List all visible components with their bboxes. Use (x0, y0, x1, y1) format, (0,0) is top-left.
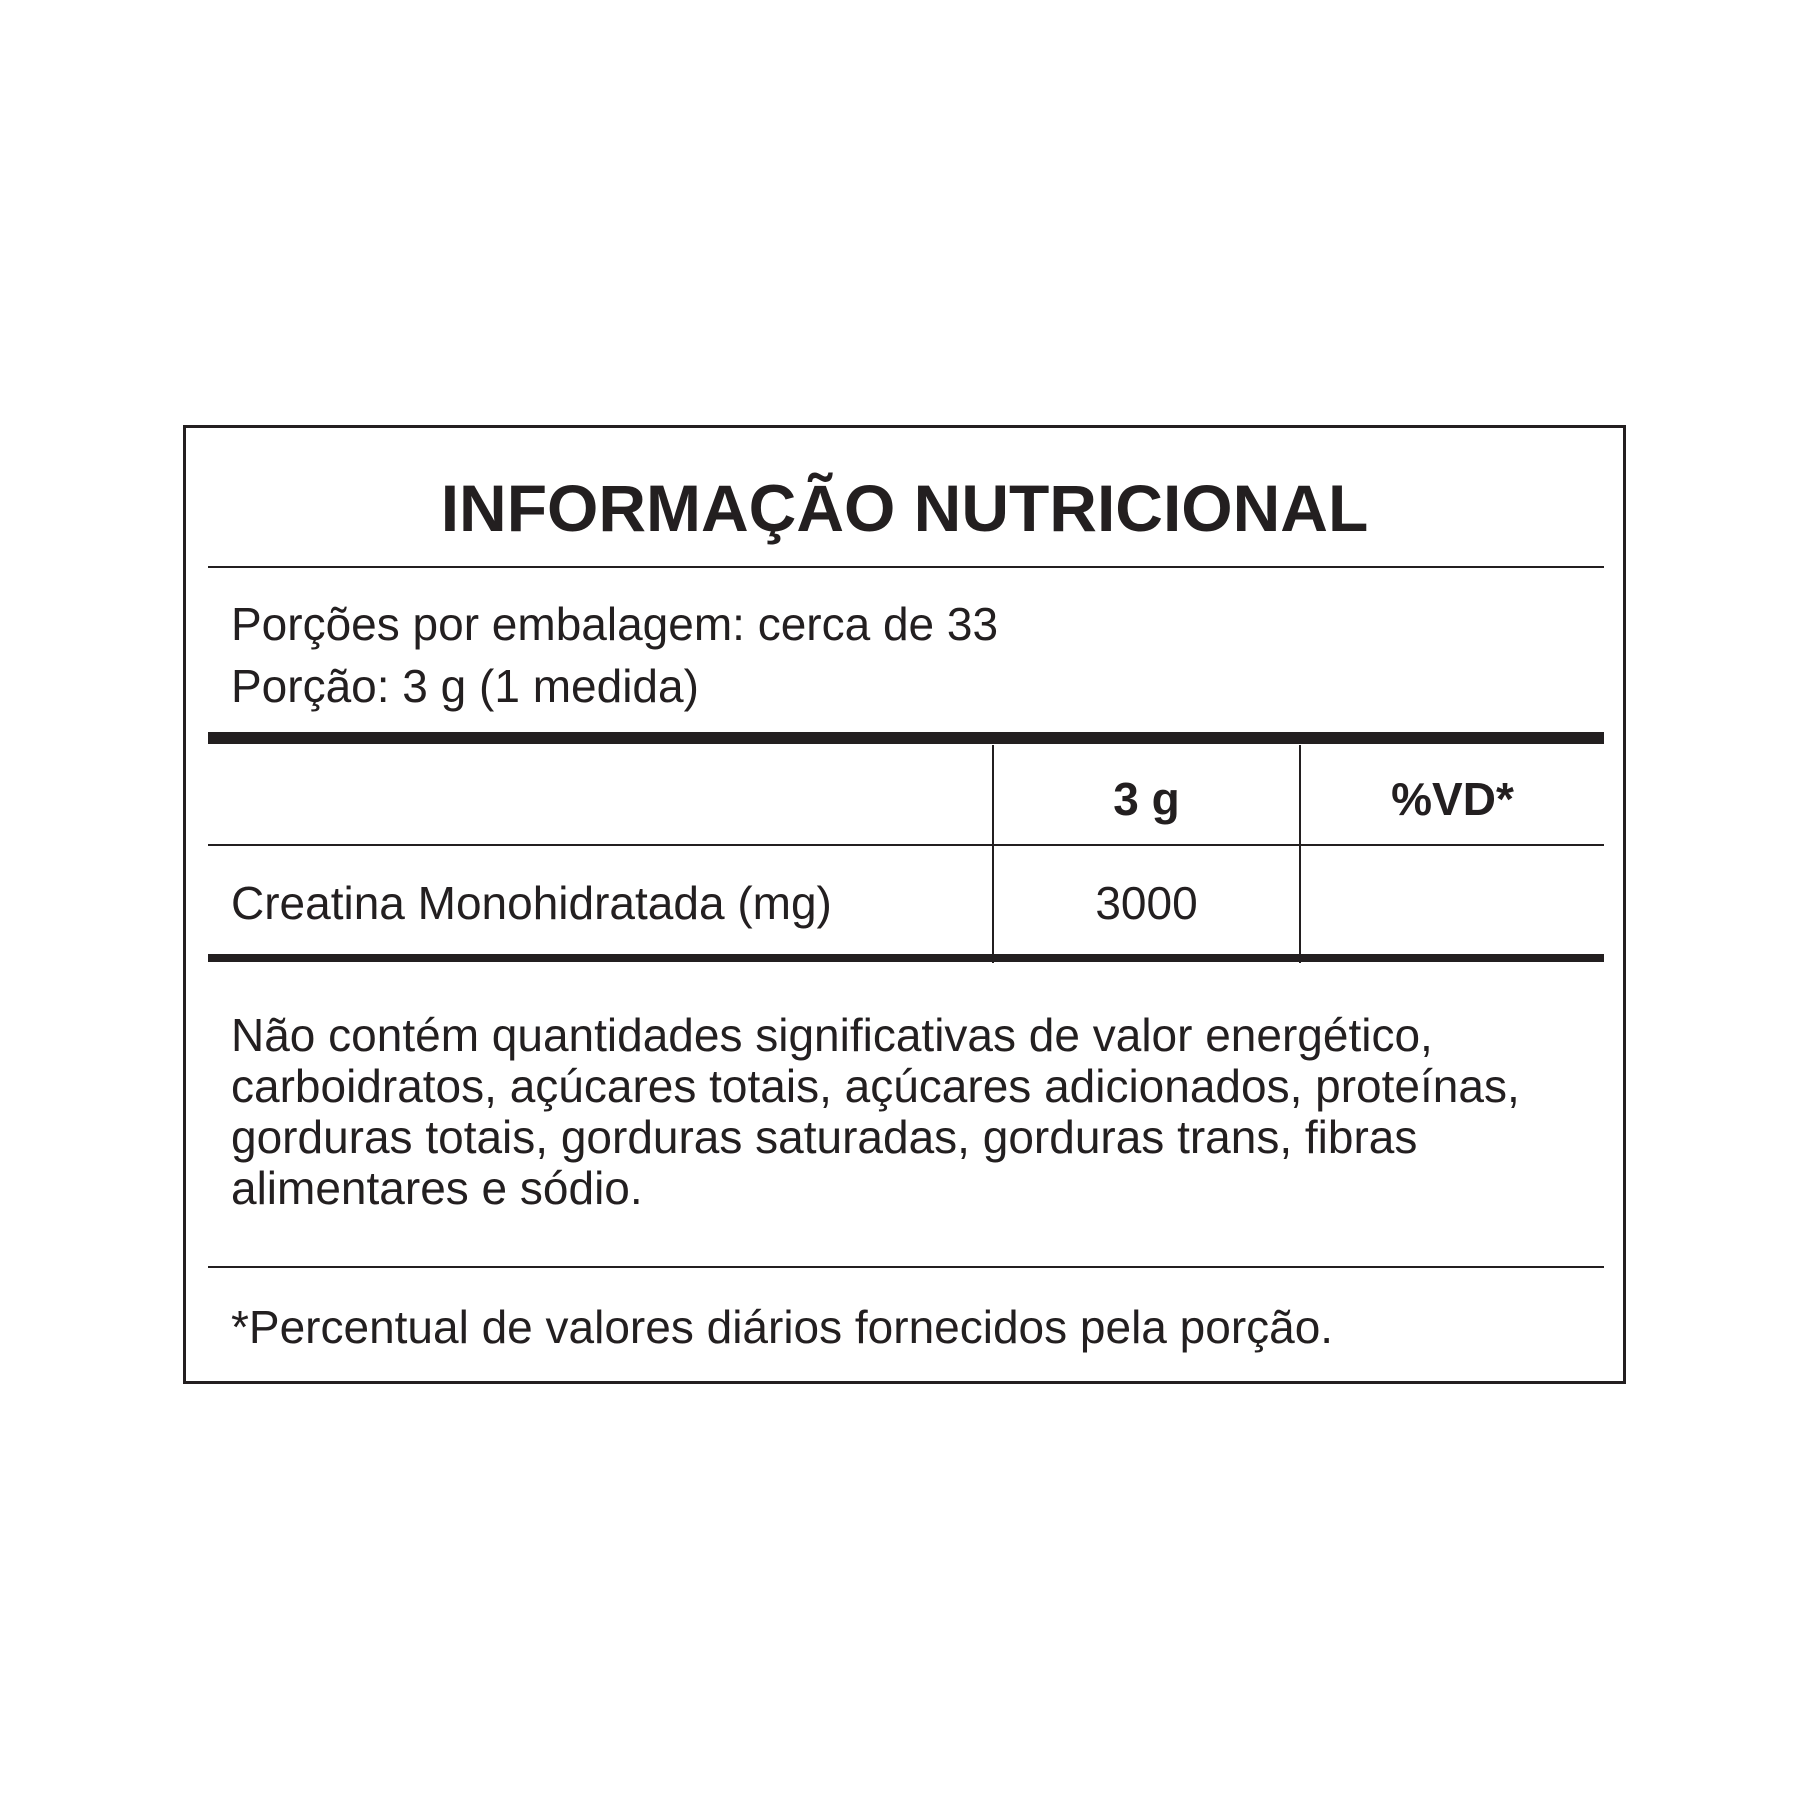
serving-size: Porção: 3 g (1 medida) (231, 660, 699, 712)
header-amount: 3 g (1113, 773, 1180, 825)
not-significant-notice: Não contém quantidades significativas de valor energético, carboidratos, açúcares totais, açúcares adicionados, proteínas, gorduras totais, gorduras saturadas, gorduras trans, fibras alimentares e sódio. (231, 1009, 1520, 1214)
nutrient-amount: 3000 (1095, 877, 1198, 929)
header-daily-value: %VD* (1391, 773, 1514, 825)
daily-value-footnote: *Percentual de valores diários fornecidos pela porção. (231, 1301, 1334, 1353)
nutrition-facts-label (183, 425, 1626, 1384)
nutrient-name: Creatina Monohidratada (mg) (231, 877, 832, 929)
table-bottom-divider (208, 954, 1604, 962)
title-divider (208, 566, 1604, 568)
serving-divider (208, 732, 1604, 744)
label-title: INFORMAÇÃO NUTRICIONAL (440, 471, 1369, 545)
servings-per-package: Porções por embalagem: cerca de 33 (231, 598, 999, 650)
serving-info (231, 593, 998, 717)
header-divider (208, 844, 1604, 846)
footnote-divider (208, 1266, 1604, 1268)
